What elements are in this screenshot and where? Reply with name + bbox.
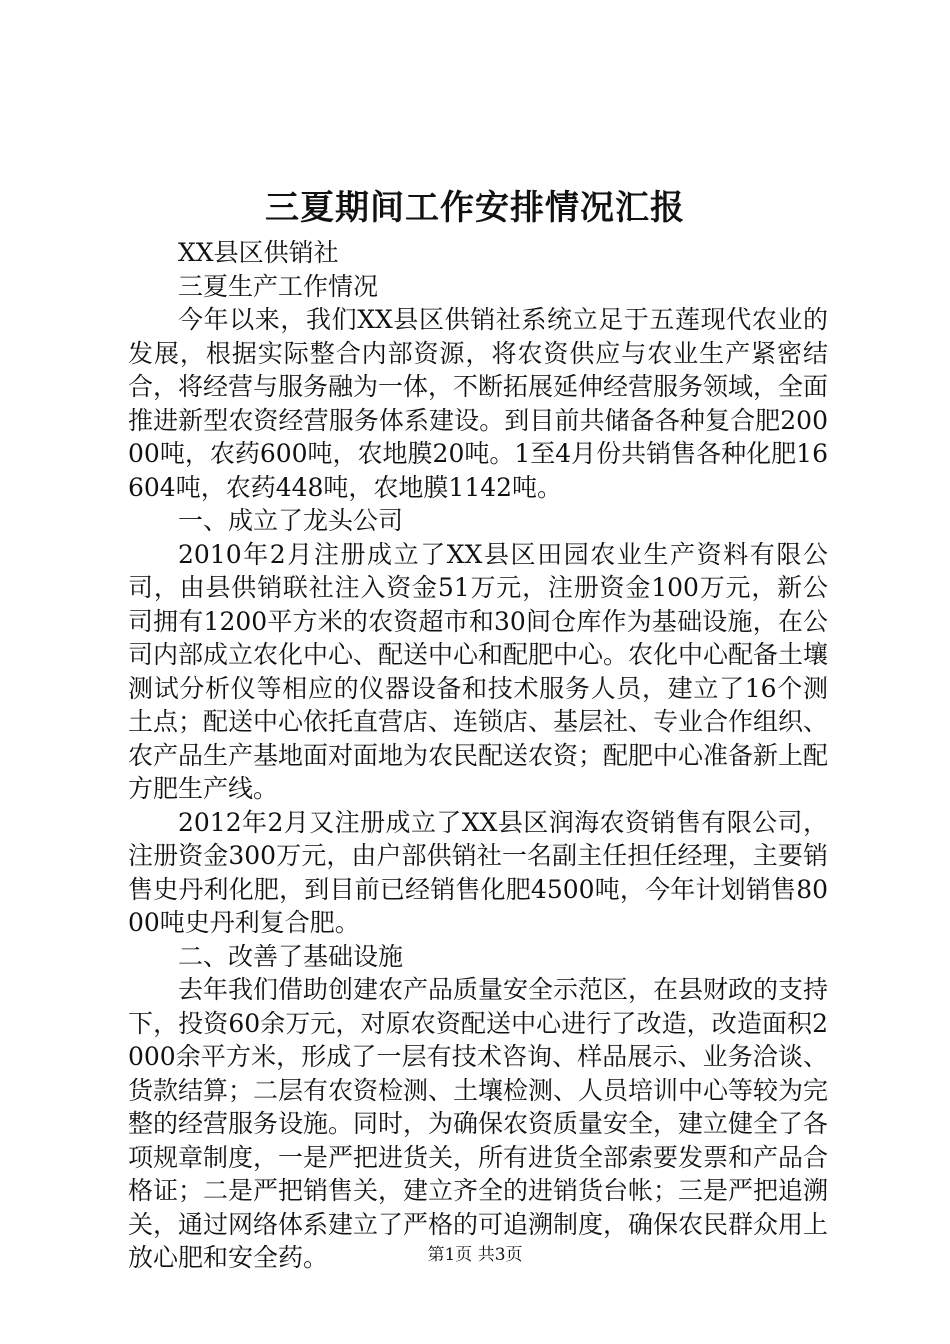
paragraph-intro: 今年以来，我们XX县区供销社系统立足于五莲现代农业的发展，根据实际整合内部资源，将农资供应与农业生产紧密结合，将经营与服务融为一体，不断拓展延伸经营服务领域，全面推进新型农资经营服务体系建设。到目前共储备各种复合肥20000吨，农药600吨，农地膜20吨。1至4月份共销售各种化肥16604吨，农药448吨，农地膜1142吨。 [128, 305, 829, 502]
paragraph-section-1b: 2012年2月又注册成立了XX县区润海农资销售有限公司，注册资金300万元，由户部供销社一名副主任担任经理，主要销售史丹利化肥，到目前已经销售化肥4500吨，今年计划销售8000吨史丹利复合肥。 [128, 807, 828, 937]
section-heading-1: 一、成立了龙头公司 [178, 506, 404, 535]
paragraph-organization: XX县区供销社 [178, 238, 339, 267]
document-body [128, 236, 828, 1275]
section-heading-2: 二、改善了基础设施 [178, 941, 404, 971]
paragraph-section-1a: 2010年2月注册成立了XX县区田园农业生产资料有限公司，由县供销联社注入资金51万元，注册资金100万元，新公司拥有1200平方米的农资超市和30间仓库作为基础设施，在公司内部成立农化中心、配送中心和配肥中心。农化中心配备土壤测试分析仪等相应的仪器设备和技术服务人员，建立了16个测土点；配送中心依托直营店、连锁店、基层社、专业合作组织、农产品生产基地面对面地为农民配送农资；配肥中心准备新上配方肥生产线。 [128, 539, 829, 803]
paragraph-subtitle: 三夏生产工作情况 [178, 271, 379, 301]
paragraph-section-2: 去年我们借助创建农产品质量安全示范区，在县财政的支持下，投资60余万元，对原农资配送中心进行了改造，改造面积2000余平方米，形成了一层有技术咨询、样品展示、业务洽谈、货款结算；二层有农资检测、土壤检测、人员培训中心等较为完整的经营服务设施。同时，为确保农资质量安全，建立健全了各项规章制度，一是严把进货关，所有进货全部索要发票和产品合格证；二是严把销售关，建立齐全的进销货台帐；三是严把追溯关，通过网络体系建立了严格的可追溯制度，确保农民群众用上放心肥和安全药。 [128, 975, 829, 1272]
document-title: 三夏期间工作安排情况汇报 [265, 188, 685, 228]
page-number-footer: 第1页 共3页 [427, 1245, 523, 1265]
